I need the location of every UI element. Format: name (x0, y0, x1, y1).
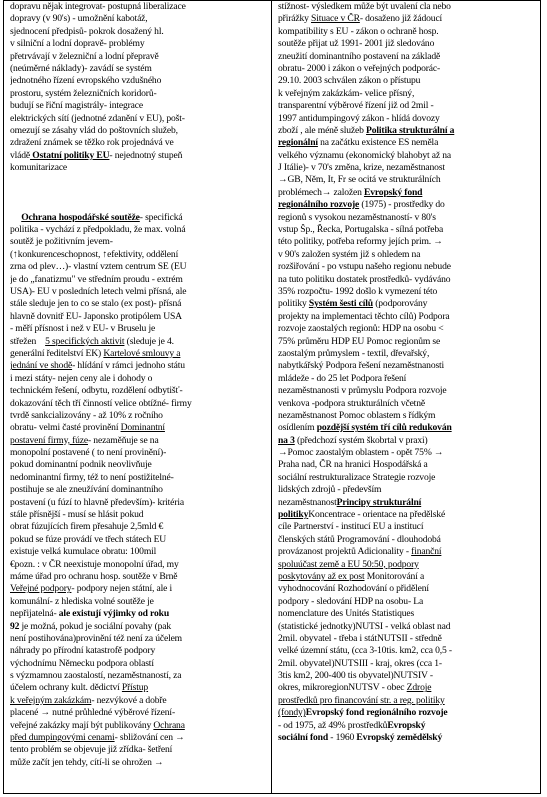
text-line: dokazování těch tří činností velice obtížné- firmy (10, 397, 192, 409)
text-line: poskytovány až ex post Monitorování a (278, 570, 425, 582)
text-line: →GB, Něm, It, Fr se ocitá ve strukturálních (278, 174, 441, 186)
text-line: - od 1975, až 49% prostředkůEvropský (278, 719, 426, 731)
text-line: postavení firmy, fúze- nezaměňuje se na (10, 434, 159, 446)
text-line: elektrických sítí (jednotné zdanění v EU), pošt- (10, 112, 185, 124)
text-line: regionálního rozvoje (1975) - prostředky do (278, 199, 445, 211)
text-line: k veřejným zakázkám- velice přísný, (278, 87, 415, 99)
text-line: veřejné zakázky mají být publikovány Ochrana (10, 719, 185, 731)
right-column (272, 1, 540, 793)
text-line: osídlením pozdější systém tří cílů redukován (278, 422, 452, 434)
text-line: nabytkářský Podpora řešení nezaměstnanosti (278, 360, 445, 372)
text-line: účelem ochrany kult. dědictví Přístup (10, 682, 149, 694)
text-line: tvrdě sankcializovány - až 10% z ročního (10, 409, 163, 421)
text-line: existuje velká kumulace obratu: 100mil (10, 546, 157, 558)
text-line: 2mil. obyvatel)NUTSIII - kraj, okres (cca 1- (278, 657, 442, 669)
text-line: hlavně dovnitř EU- Japonsko protipólem USA (10, 310, 182, 322)
text-line: €pozn. : v ČR neexistuje monopolní úřad, my (10, 558, 179, 570)
text-line: s výzmamnou zaostalostí, nezaměstnaností, za (10, 670, 182, 682)
text-line: stále sleduje jen to co se stalo (ex post)- přísná (10, 298, 182, 310)
heading-system-sesti-cilu: Systém šesti cílů (308, 298, 373, 310)
text-line: projekty na implementaci těchto cílů) Podpora (278, 310, 450, 322)
text-line: východnímu Německu podpora oblastí (10, 657, 154, 669)
text-line: nomenclature des Unités Statistiques (278, 608, 415, 620)
text-line: náhrady po přírodní katastrofě podpory (10, 645, 156, 657)
text-line: prostředků pro financování str. a reg. politiky (278, 694, 445, 706)
text-line: zboží , ale méně služeb Politika strukturální a (278, 124, 455, 136)
left-column (4, 1, 272, 793)
text-line: na tuto politiku dostatek prostředků- vydáváno (278, 273, 451, 285)
text-line: v 90's založen systém již s ohledem na (278, 248, 421, 260)
text-line: regionální na začátku existence ES neměla (278, 137, 439, 149)
text-line: sociální fond - 1960 Evropský zemědělský (278, 732, 443, 744)
text-line: tento problém se objevuje již zřídka- šetření (10, 744, 173, 756)
text-line: 92 je možná, pokud je sociální povahy (pak (10, 620, 172, 632)
text-line: spoluúčast země a EU 50:50, podpory (278, 558, 419, 570)
text-line: lidských zdrojů - především (278, 484, 382, 496)
heading-ochrana-souteze: Ochrana hospodářské soutěže (21, 211, 140, 223)
text-line: zaostalým průmyslem - textil, dřevařský, (278, 347, 430, 359)
text-line: nezaměstnanosti v průmyslu Podpora rozvoje (278, 385, 447, 397)
text-line: (neúměrné náklady)- zavádí se systém (10, 62, 152, 74)
text-line: komunální- z hlediska volné soutěže je (10, 595, 154, 607)
text-line: kompatibility s EU - zákon o ochraně hosp. (278, 25, 439, 37)
text-line: prostoru, systém železničních koridorů- (10, 87, 157, 99)
heading-ostatni-politiky: Ostatní politiky EU (30, 149, 110, 161)
text-line: zneužití dominantního postavení na základě (278, 50, 441, 62)
link-5-aktivit: 5 specifických aktivit (45, 335, 125, 347)
text-line: cíle Partnerství - institucí EU a institucí (278, 521, 424, 533)
text-line: rozšiřování - po vstupu našeho regionu nebude (278, 261, 451, 273)
text-line: dopravu nějak integrovat- postupná liberalizace (10, 1, 186, 12)
text-line: 29.10. 2003 schválen zákon o přístupu (278, 75, 421, 87)
text-line: je do „fanatizmu" ve středním proudu - extrém (10, 273, 183, 285)
text-line: obrat fúzujících firem přesahuje 2,5mld € (10, 521, 164, 533)
heading-evropsky-fond-rr: Evropský fond regionálního rozvoje (305, 707, 448, 719)
two-column-table (3, 0, 541, 794)
text-line: na 3 (předchozí systém škobrtal v praxi) (278, 434, 428, 446)
text-line: Praha nad, ČR na hranici Hospodářská a (278, 459, 428, 471)
text-line: přirážky Situace v ČR- dosaženo již žádoucí (278, 13, 443, 25)
text-line: zdražení známek se těžko rok projednává ve (10, 137, 174, 149)
text-line: rozvoje zaostalých regionů: HDP na osobu < (278, 323, 444, 335)
heading-system-tri-cilu: pozdější systém tří cílů redukován (316, 422, 452, 434)
text-line: okres, mikroregionNUTSV - obec Zdroje (278, 682, 432, 694)
text-line: přetrvávají v železniční a lodní přepravě (10, 50, 159, 62)
text-line: jednotného řízení evropského vzdušného (10, 75, 162, 87)
text-line: 75% průměru HDP EU Pomoc regionům se (278, 335, 441, 347)
text-line: pokud dominantní podnik neovlivňuje (10, 459, 152, 471)
text-line: vstup Šp., Řecka, Portugalska - sílná potřeba (278, 224, 444, 236)
text-line: soutěž je požitivním jevem- (10, 236, 113, 248)
text-line: dopravy (v 90's) - umožnění kabotáž, (10, 13, 148, 25)
text-line: této politiky, potřeba reformy jejích prim. → (278, 236, 443, 248)
text-line: (↑konkurenceschopnost, ↑efektivity, oddělení (10, 248, 179, 260)
text-line: placené → nutné průhledné výběrové řízení- (10, 707, 175, 719)
text-line: vládě Ostatní politiky EU- nejednotný stupeň (10, 149, 183, 161)
text-line: k veřejným zakázkám- nezvýkové a dobře (10, 694, 167, 706)
text-line: problémech→ založen Evropský fond (278, 186, 423, 198)
text-line: mládeže - do 25 let Podpora řešení (278, 372, 407, 384)
text-line: USA)- EU v posledních letech velmi přísná, ale (10, 285, 187, 297)
text-line: Veřejné podpory- podpory nejen státní, ale i (10, 583, 173, 595)
text-line: i mezi státy- nejen ceny ale i dohody o (10, 372, 153, 384)
text-line: 3tis km2, 200-400 tis obyvatel)NUTSIV - (278, 670, 433, 682)
text-line: střežen 5 specifických aktivit (sleduje je 4. (10, 335, 174, 347)
text-line: →Pomoc zaostalým oblastem - opět 75% → (278, 447, 444, 459)
text-line: sjednocení předpisů- pokrok dosažený hl. (10, 25, 164, 37)
text-line: monopolní postavené ( to není provinění)- (10, 447, 167, 459)
text-line: nepřijatelná- ale existují výjimky od roku (10, 608, 170, 620)
text-line: pokud se fúze provádí ve třech státech EU (10, 533, 167, 545)
text-line: politika - vychází z předpokladu, že max. volná (10, 224, 186, 236)
text-line: komunitarizace (10, 162, 68, 174)
text-line: provázanost projektů Adicionality - finanční (278, 546, 442, 558)
text-line: před dumpingovými cenami- sbližování cen → (10, 732, 185, 744)
text-line: regionů s vysokou nezaměstnaností- v 80's (278, 211, 436, 223)
text-line: - měří přísnost i než v EU- v Bruselu je (10, 323, 156, 335)
text-line: (fondy)Evropský fond regionálního rozvoje (278, 707, 448, 719)
text-line: může začít jen tehdy, cítí-li se ohrožen → (10, 756, 164, 768)
text-line: členských států Programování - dlouhodobá (278, 533, 441, 545)
text-line: zrna od plev…)- vlastní vztem centrum SE (EU (10, 261, 187, 273)
text-line: politiky Systém šesti cílů (podporovány (278, 298, 428, 310)
text-line: politikyKoncentrace - orientace na předělské (278, 509, 446, 521)
text-line: transparentní výběrové řízení již od 2mil - (278, 100, 434, 112)
text-line: nezaměstnanost Pomoc oblastem s řídkým (278, 409, 436, 421)
text-line: máme úřad pro ochranu hosp. soutěže v Brně (10, 570, 178, 582)
text-line: postavení (u fúzí to hlavně především)- kritéria (10, 496, 184, 508)
text-line: generální ředitelství EK) Kartelové smlouvy a (10, 347, 181, 359)
heading-politika-strukturalni: Politika strukturální a (366, 124, 455, 136)
text-line: jednání ve shodě- hlídání v rámci jednoho státu (10, 360, 185, 372)
text-line: soutěže přijat už 1991- 2001 již sledováno (278, 38, 435, 50)
heading-principy: Principy strukturální (336, 496, 422, 508)
text-line: velkého významu (ekonomický blahobyt až na (278, 149, 451, 161)
text-line: obratu- velmi časté provinění Dominantní (10, 422, 165, 434)
text-line: obratu- 2000 i zákon o veřejných podporác- (278, 62, 441, 74)
text-line: J Itálie)- v 70's změna, krize, nezaměstnanost (278, 162, 445, 174)
text-line: Ochrana hospodářské soutěže- specifická (21, 211, 183, 223)
text-line: venkova -podpora strukturálních včetně (278, 397, 425, 409)
text-line: nedominantní firmy, též to není postižitelné- (10, 471, 174, 483)
text-line: nezaměstnanostPrincipy strukturální (278, 496, 422, 508)
heading-evropsky-fond: Evropský fond (363, 186, 423, 198)
text-line: 35% rozpočtu- 1992 došlo k vymezení této (278, 285, 438, 297)
text-line: omezují se zásahy vlád do poštovních služeb, (10, 124, 178, 136)
text-line: postihuje se ale zneužívání dominantního (10, 484, 163, 496)
text-line: podpory - sledování HDP na osobu- La (278, 595, 424, 607)
text-line: stále přísnější - musí se hlásit pokud (10, 509, 144, 521)
text-line: 1997 antidumpingový zákon - hlídá dovozy (278, 112, 440, 124)
text-line: sociální restrukturalizace Strategie rozvoje (278, 471, 436, 483)
text-line: 2mil. obyvatel - třeba i státNUTSII - středně (278, 632, 442, 644)
text-line: budují se řiční magistrály- integrace (10, 100, 143, 112)
text-line: v silniční a lodní dopravě- problémy (10, 38, 145, 50)
text-line: velké územní státu, (cca 3-10tis. km2, cca 0,5 - (278, 645, 452, 657)
text-line: stížnost- výsledkem může být uvalení cla nebo (278, 1, 451, 12)
text-line: technickém řešení, odbytu, rozdělení odbytišť- (10, 385, 183, 397)
text-line: (statistické jednotky)NUTSI - velká oblast nad (278, 620, 451, 632)
text-line: není postihována)provinění též není za účelem (10, 632, 182, 644)
text-line: vyhodnocování Rozhodování o přidělení (278, 583, 429, 595)
